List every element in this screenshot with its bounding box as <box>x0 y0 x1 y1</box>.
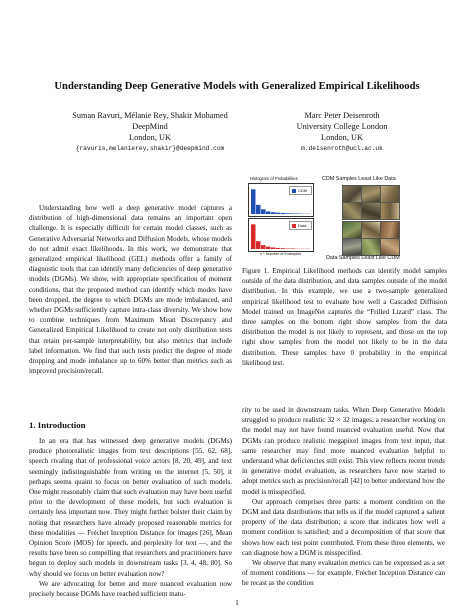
author-affiliation: University College London <box>296 122 388 131</box>
histogram-bar <box>256 241 261 249</box>
author-affiliation: DeepMind <box>132 122 168 131</box>
author-block-deepmind <box>50 110 250 154</box>
data-legend-swatch <box>292 224 296 228</box>
histogram-bar <box>286 248 291 249</box>
histogram-bar <box>256 205 261 214</box>
data-sample-image-5 <box>361 238 381 256</box>
page-number: 1 <box>235 598 239 607</box>
histogram-bar <box>261 209 266 214</box>
author-email[interactable]: m.deisenroth@ucl.ac.uk <box>301 145 383 152</box>
section-heading-introduction: 1. Introduction <box>29 420 86 430</box>
cdm-sample-image-4 <box>342 202 362 220</box>
intro-paragraph-1: In an era that has witnessed deep generative models (DGMs) produce photorealistic images from text descriptions [55, 62, 68], speech rivaling that of professional voice actors [8, 20, 49], and text seemingly indistinguishable from writing on the internet [5, 50], it perhaps seems quaint to focus on better evaluation of such models. One might reasonably claim that such evaluation may have been useful prior to the development of these models, but such evaluation is certainly less important now. They might further bolster their claim by noting that researchers have already proposed reasonable metrics for these modalities — Fréchet Inception Distance for images [26], Mean Opinion Score (MOS) for speech, and perplexity for text —, and the results have been so compelling that researchers and practitioners have begun to deploy such models in downstream tasks [3, 4, 48, 80]. So why should we focus on better evaluation now? <box>29 437 232 578</box>
histogram-bar <box>281 213 286 214</box>
histogram-bar <box>276 248 281 249</box>
cdm-legend <box>289 186 312 195</box>
cdm-sample-image-1 <box>342 185 362 203</box>
author-location: London, UK <box>321 133 363 142</box>
histogram-bar <box>266 247 271 249</box>
histogram-bar <box>281 248 286 249</box>
data-legend <box>289 221 312 230</box>
author-email[interactable]: {ravuris,melanierey,shakir}@deepmind.com <box>75 145 225 152</box>
histogram-bar <box>266 211 271 214</box>
bottom-samples-title: Data Samples Least Like CDM <box>326 255 400 261</box>
intro-paragraph-4: Our approach comprises three parts: a moment condition on the DGM and data distributions that tells us if the model captured a salient property of the data distribution; a score that indicates how well a moment condition is satisfied; and a decomposition of that score that shows how each test point contributed. From these three elements, we can diagnose how a DGM is misspecified. <box>242 497 445 557</box>
intro-paragraph-5: We observe that many evaluation metrics can be expressed as a set of moment conditions — for example, Fréchet Inception Distance can be recast as the condition <box>242 559 445 588</box>
author-location: London, UK <box>129 133 171 142</box>
intro-paragraph-2: We are advocating for better and more nuanced evaluation now precisely because DGMs have reached sufficient matu- <box>29 579 232 599</box>
data-sample-image-6 <box>380 238 400 256</box>
histogram-bar <box>291 213 296 214</box>
figure-1 <box>238 176 448 262</box>
data-histogram-plot <box>248 218 314 252</box>
figure-caption-text: Figure 1. Empirical Likelihood methods can identify model samples outside of the data distribution, and data samples outside of the model distribution. In this example, we use a two-sample generalized empirical likelihood test to evaluate how well a Cascaded Diffusion Model trained on ImageNet captures the “Frilled Lizard” class. The three samples on the bottom right show samples from the data distribution the model is not likely to represent, and those on the top right show samples from the model not likely to be in the data distribution. These samples have 0 probability in the empirical likelihood test. <box>242 267 447 367</box>
cdm-sample-image-2 <box>361 185 381 203</box>
histogram-bar <box>291 248 296 249</box>
top-samples-title: CDM Samples Least Like Data <box>322 176 396 182</box>
data-sample-image-4 <box>342 238 362 256</box>
author-block-ucl <box>262 110 422 154</box>
data-sample-image-2 <box>361 221 381 239</box>
histogram-bar <box>296 213 301 214</box>
data-sample-image-1 <box>342 221 362 239</box>
cdm-legend-label: CDM <box>298 187 308 193</box>
author-names: Marc Peter Deisenroth <box>304 111 380 120</box>
cdm-sample-image-6 <box>380 202 400 220</box>
intro-left-column <box>29 436 232 599</box>
cdm-sample-image-3 <box>380 185 400 203</box>
cdm-histogram-plot <box>248 183 314 217</box>
histogram-title: Histogram of Probabilities <box>250 176 298 181</box>
intro-right-column <box>242 405 445 589</box>
histogram-bar <box>276 213 281 214</box>
author-names: Suman Ravuri, Mélanie Rey, Shakir Mohamed <box>72 111 228 120</box>
histogram-bar <box>271 247 276 249</box>
data-sample-image-3 <box>380 221 400 239</box>
cdm-sample-image-5 <box>361 202 381 220</box>
abstract-text: Understanding how well a deep generative model captures a distribution of high-dimensional data remains an important open challenge. It is especially difficult for certain model classes, such as Generative Adversarial Networks and Diffusion Models, whose models do not admit exact likelihoods. In this work, we demonstrate that generalized empirical likelihood (GEL) methods offer a family of diagnostic tools that can identify many deficiencies of deep generative models (DGMs). We show, with appropriate specification of moment conditions, that the proposed method can identify which modes have been dropped, the degree to which DGMs are mode imbalanced, and whether DGMs sufficiently capture intra-class diversity. We show how to combine techniques from Maximum Mean Discrepancy and Generalized Empirical Likelihood to create not only distribution tests that retain per-sample interpretability, but also metrics that include label information. We find that such tests predict the degree of mode dropping and mode imbalance up to 60% better than metrics such as improved precision/recall. <box>29 204 232 376</box>
histogram-bar <box>261 245 266 249</box>
abstract <box>29 203 232 376</box>
figure-caption <box>242 266 447 368</box>
paper-title: Understanding Deep Generative Models with Generalized Empirical Likelihoods <box>54 81 420 92</box>
cdm-legend-swatch <box>292 189 296 193</box>
histogram-x-label: n * Number of Examples <box>260 252 302 256</box>
histogram-bar <box>286 213 291 214</box>
histogram-bar <box>251 224 256 249</box>
histogram-bar <box>271 212 276 214</box>
histogram-bar <box>251 189 256 214</box>
data-legend-label: Data <box>298 222 307 228</box>
intro-paragraph-3: rity to be used in downstream tasks. When Deep Generative Models struggled to produce realistic 32 × 32 images, a researcher working on the model may not have found nuanced evaluation useful. Now that DGMs can produce realistic megapixel images from text input, that same researcher may find more nuanced evaluation helpful to understand what deficiencies still exist. This view reflects recent trends in generative model evaluation, as researchers have now started to adopt metrics such as precision/recall [42] to better understand how the model is misspecified. <box>242 406 445 496</box>
